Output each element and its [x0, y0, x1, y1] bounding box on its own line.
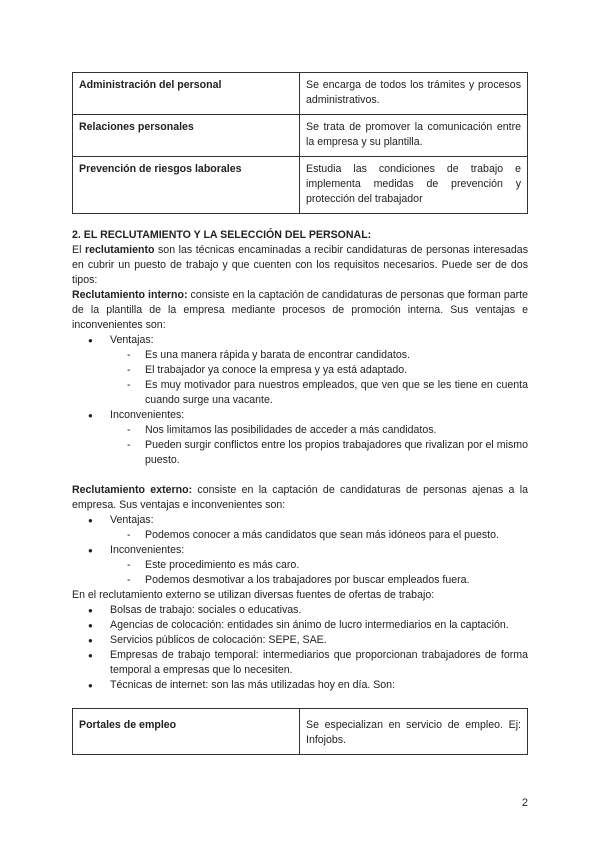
spacer: [72, 468, 528, 483]
internal-paragraph: [72, 288, 528, 333]
section-heading: 2. EL RECLUTAMIENTO Y LA SELECCIÓN DEL PERSONAL:: [72, 229, 372, 241]
table-cell-text: Se trata de promover la comunicación entre la empresa y su plantilla.: [300, 115, 528, 157]
table-cell-label: Administración del personal: [73, 73, 300, 115]
list-item: - Pueden surgir conflictos entre los propios trabajadores que rivalizan por el mismo puesto.: [72, 438, 528, 468]
external-paragraph: [72, 483, 528, 513]
table-row: [73, 157, 528, 214]
table-cell-label: Portales de empleo: [73, 709, 300, 755]
external-text: consiste en la captación de candidaturas de personas ajenas a la empresa. Sus ventajas e inconvenientes son:: [72, 484, 528, 511]
list-item: - El trabajador ya conoce la empresa y ya está adaptado.: [72, 363, 528, 378]
internal-text: consiste en la captación de candidaturas de personas que forman parte de la plantilla de la empresa mediante procesos de promoción interna. Sus ventajas e inconvenientes son:: [72, 289, 528, 331]
table-cell-text: Se especializan en servicio de empleo. Ej: Infojobs.: [300, 709, 528, 755]
functions-table: [72, 72, 528, 214]
list-item: ● Ventajas:: [72, 513, 528, 528]
table-cell-text: Se encarga de todos los trámites y procesos administrativos.: [300, 73, 528, 115]
table-cell-label: Relaciones personales: [73, 115, 300, 157]
intro-text: El: [72, 244, 85, 256]
list-item: ● Técnicas de internet: son las más utilizadas hoy en día. Son:: [72, 678, 528, 693]
page-number: 2: [521, 797, 528, 809]
intro-text-rest: son las técnicas encaminadas a recibir candidaturas de personas interesadas en cubrir un puesto de trabajo y que cuenten con los requisitos necesarios. Puede ser de dos tipos:: [72, 244, 528, 286]
table-row: [73, 115, 528, 157]
list-item: ● Inconvenientes:: [72, 543, 528, 558]
list-item: - Podemos conocer a más candidatos que sean más idóneos para el puesto.: [72, 528, 528, 543]
list-item: - Podemos desmotivar a los trabajadores por buscar empleados fuera.: [72, 573, 528, 588]
list-item: - Nos limitamos las posibilidades de acceder a más candidatos.: [72, 423, 528, 438]
list-item: - Es muy motivador para nuestros empleados, que ven que se les tiene en cuenta cuando surge una vacante.: [72, 378, 528, 408]
list-item: ● Inconvenientes:: [72, 408, 528, 423]
list-item: ● Bolsas de trabajo: sociales o educativas.: [72, 603, 528, 618]
internal-title: Reclutamiento interno:: [72, 289, 188, 301]
list-item: - Es una manera rápida y barata de encontrar candidatos.: [72, 348, 528, 363]
table-cell-text: Estudia las condiciones de trabajo e implementa medidas de prevención y protección del trabajador: [300, 157, 528, 214]
intro-paragraph: [72, 243, 528, 288]
list-item: - Este procedimiento es más caro.: [72, 558, 528, 573]
list-item: ● Agencias de colocación: entidades sin ánimo de lucro intermediarios en la captación.: [72, 618, 528, 633]
sources-intro: En el reclutamiento externo se utilizan diversas fuentes de ofertas de trabajo:: [72, 589, 435, 601]
list-item: ● Empresas de trabajo temporal: intermediarios que proporcionan trabajadores de forma temporal a empresas que lo necesiten.: [72, 648, 528, 678]
table-row: [73, 709, 528, 755]
table-row: [73, 73, 528, 115]
list-item: ● Servicios públicos de colocación: SEPE, SAE.: [72, 633, 528, 648]
section-body: [72, 228, 528, 693]
intro-term: reclutamiento: [84, 244, 155, 256]
list-item: ● Ventajas:: [72, 333, 528, 348]
internet-techniques-table: [72, 708, 528, 755]
external-title: Reclutamiento externo:: [72, 484, 193, 496]
table-cell-label: Prevención de riesgos laborales: [73, 157, 300, 214]
